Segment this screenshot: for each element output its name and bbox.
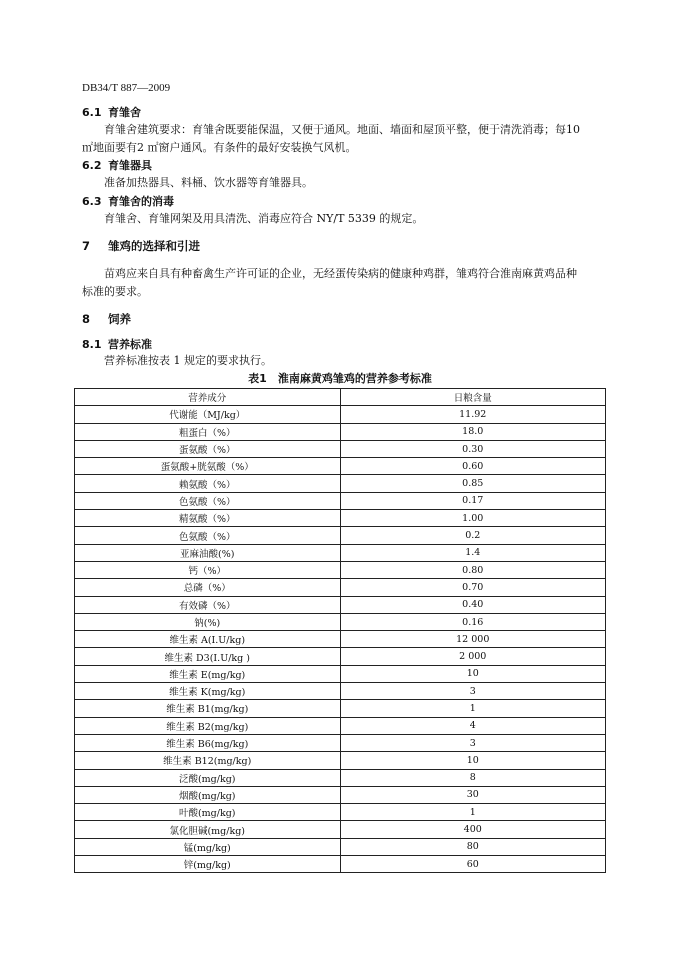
content-cell: 0.40 (340, 596, 606, 613)
nutrient-cell: 维生素 B1(mg/kg) (75, 700, 341, 717)
table-row (75, 475, 606, 492)
content-cell: 0.60 (340, 458, 606, 475)
section-8-heading (82, 311, 131, 327)
nutrient-cell: 色氨酸（%） (75, 527, 341, 544)
table-row (75, 561, 606, 578)
content-cell: 0.85 (340, 475, 606, 492)
content-cell: 30 (340, 786, 606, 803)
nutrient-cell: 维生素 B2(mg/kg) (75, 717, 341, 734)
section-6-3-heading (82, 193, 174, 209)
nutrient-cell: 有效磷（%） (75, 596, 341, 613)
table-row (75, 838, 606, 855)
table-row (75, 406, 606, 423)
section-6-3-paragraph: 育雏舍、育雏网架及用具清洗、消毒应符合 NY/T 5339 的规定。 (104, 212, 424, 225)
content-cell: 8 (340, 769, 606, 786)
table-row (75, 492, 606, 509)
document-code: DB34/T 887—2009 (82, 82, 171, 94)
table-row (75, 821, 606, 838)
content-cell: 0.30 (340, 440, 606, 457)
nutrient-cell: 维生素 B12(mg/kg) (75, 752, 341, 769)
content-cell: 11.92 (340, 406, 606, 423)
content-cell: 1.4 (340, 544, 606, 561)
section-title: 营养标准 (108, 338, 152, 351)
nutrient-cell: 亚麻油酸(%) (75, 544, 341, 561)
content-cell: 2 000 (340, 648, 606, 665)
nutrient-cell: 维生素 E(mg/kg) (75, 665, 341, 682)
table-row (75, 683, 606, 700)
nutrient-cell: 色氨酸（%） (75, 492, 341, 509)
nutrition-table (74, 388, 606, 873)
section-number: 6.3 (82, 195, 102, 208)
table-row (75, 579, 606, 596)
nutrient-cell: 维生素 D3(I.U/kg ) (75, 648, 341, 665)
section-title: 育雏舍 (108, 106, 141, 119)
table-row (75, 613, 606, 630)
content-cell: 3 (340, 683, 606, 700)
table-row (75, 648, 606, 665)
table-row (75, 769, 606, 786)
nutrient-cell: 钠(%) (75, 613, 341, 630)
content-cell: 10 (340, 665, 606, 682)
nutrient-cell: 锌(mg/kg) (75, 856, 341, 873)
content-cell: 0.80 (340, 561, 606, 578)
table-row (75, 527, 606, 544)
nutrient-cell: 总磷（%） (75, 579, 341, 596)
table-row (75, 458, 606, 475)
content-cell: 1 (340, 700, 606, 717)
table-row (75, 544, 606, 561)
table-row (75, 734, 606, 751)
nutrient-cell: 赖氨酸（%） (75, 475, 341, 492)
nutrient-cell: 维生素 K(mg/kg) (75, 683, 341, 700)
nutrient-cell: 蛋氨酸+胱氨酸（%） (75, 458, 341, 475)
nutrient-cell: 维生素 A(I.U/kg) (75, 631, 341, 648)
nutrient-cell: 钙（%） (75, 561, 341, 578)
nutrient-cell: 氯化胆碱(mg/kg) (75, 821, 341, 838)
nutrient-cell: 精氨酸（%） (75, 510, 341, 527)
content-cell: 12 000 (340, 631, 606, 648)
section-title: 雏鸡的选择和引进 (108, 239, 200, 253)
content-cell: 1.00 (340, 510, 606, 527)
nutrient-cell: 蛋氨酸（%） (75, 440, 341, 457)
nutrient-cell: 烟酸(mg/kg) (75, 786, 341, 803)
section-6-1-paragraph-line1: 育雏舍建筑要求：育雏舍既要能保温，又便于通风。地面、墙面和屋顶平整，便于清洗消毒；每10 (104, 123, 580, 136)
section-number: 7 (82, 239, 91, 253)
table-row (75, 717, 606, 734)
table-row (75, 786, 606, 803)
section-8-1-heading (82, 336, 152, 352)
table-row (75, 423, 606, 440)
nutrient-cell: 泛酸(mg/kg) (75, 769, 341, 786)
column-header-content: 日粮含量 (340, 389, 606, 406)
table-row (75, 665, 606, 682)
content-cell: 400 (340, 821, 606, 838)
section-title: 育雏舍的消毒 (108, 195, 174, 208)
nutrient-cell: 粗蛋白（%） (75, 423, 341, 440)
section-title: 育雏器具 (108, 159, 152, 172)
section-6-2-heading (82, 157, 152, 173)
content-cell: 60 (340, 856, 606, 873)
table-row (75, 804, 606, 821)
section-number: 8.1 (82, 338, 102, 351)
content-cell: 80 (340, 838, 606, 855)
table-header-row (75, 389, 606, 406)
nutrient-cell: 叶酸(mg/kg) (75, 804, 341, 821)
content-cell: 0.2 (340, 527, 606, 544)
content-cell: 0.70 (340, 579, 606, 596)
section-7-heading (82, 238, 200, 254)
content-cell: 0.17 (340, 492, 606, 509)
section-6-1-heading (82, 104, 141, 120)
table-row (75, 631, 606, 648)
table-row (75, 440, 606, 457)
section-7-paragraph-line1: 苗鸡应来自具有种畜禽生产许可证的企业，无经蛋传染病的健康种鸡群，雏鸡符合淮南麻黄鸡品种 (104, 267, 577, 280)
table-row (75, 700, 606, 717)
content-cell: 1 (340, 804, 606, 821)
table-caption: 表1 淮南麻黄鸡雏鸡的营养参考标准 (248, 372, 432, 385)
table-body (75, 406, 606, 873)
nutrient-cell: 代谢能（MJ/kg） (75, 406, 341, 423)
nutrient-cell: 锰(mg/kg) (75, 838, 341, 855)
section-6-1-paragraph-line2: ㎡地面要有2 ㎡窗户通风。有条件的最好安装换气风机。 (82, 141, 357, 154)
table-row (75, 752, 606, 769)
content-cell: 0.16 (340, 613, 606, 630)
section-number: 6.1 (82, 106, 102, 119)
section-7-paragraph-line2: 标准的要求。 (82, 285, 148, 298)
content-cell: 3 (340, 734, 606, 751)
table-row (75, 596, 606, 613)
section-title: 饲养 (108, 312, 131, 326)
section-number: 8 (82, 312, 91, 326)
nutrient-cell: 维生素 B6(mg/kg) (75, 734, 341, 751)
section-number: 6.2 (82, 159, 102, 172)
section-8-1-paragraph: 营养标准按表 1 规定的要求执行。 (104, 354, 272, 367)
content-cell: 18.0 (340, 423, 606, 440)
content-cell: 4 (340, 717, 606, 734)
table-row (75, 510, 606, 527)
content-cell: 10 (340, 752, 606, 769)
section-6-2-paragraph: 准备加热器具、料桶、饮水器等育雏器具。 (104, 176, 313, 189)
table-row (75, 856, 606, 873)
column-header-nutrient: 营养成分 (75, 389, 341, 406)
